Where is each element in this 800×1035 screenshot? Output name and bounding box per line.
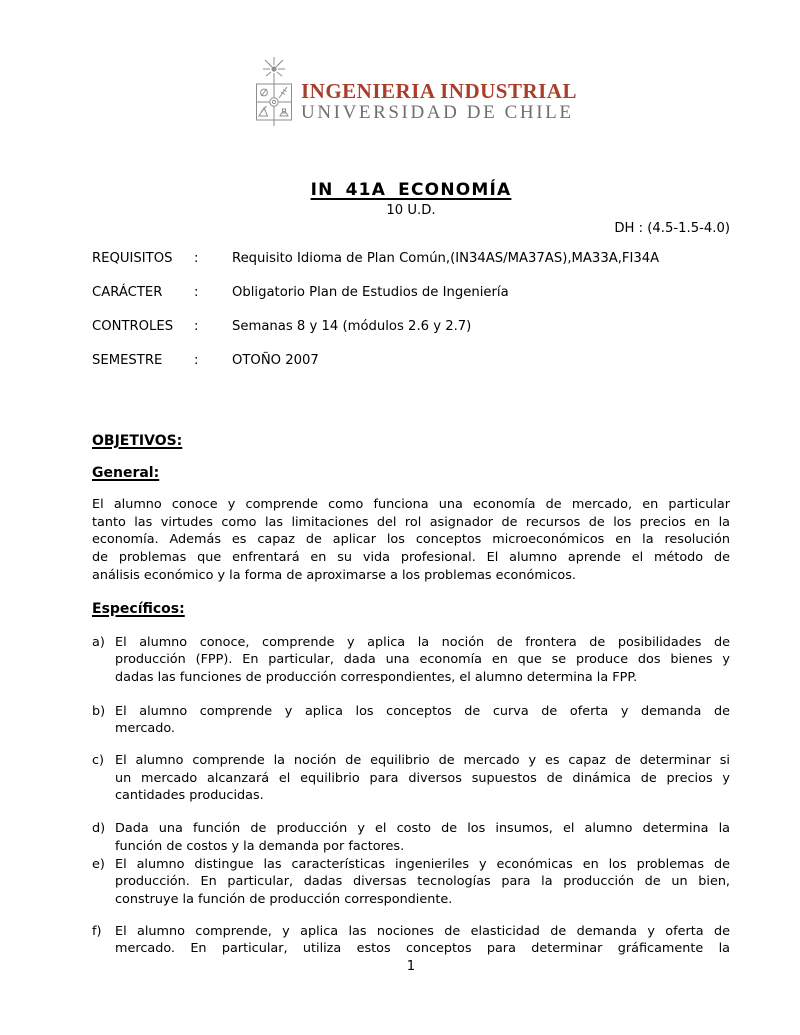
objetivos-heading: OBJETIVOS: <box>92 433 183 449</box>
meta-label-text: CONTROLES <box>92 319 174 334</box>
objective-item-b <box>92 703 730 738</box>
meta-row-caracter <box>92 285 730 301</box>
objective-text: El alumno comprende la noción de equilibrio de mercado y es capaz de determinar si un mercado alcanzará el equilibrio para diversos supuestos de dinámica de precios y cantidades producidas. <box>115 753 730 804</box>
meta-value: Requisito Idioma de Plan Común,(IN34AS/MA37AS),MA33A,FI34A <box>232 251 660 266</box>
university-logo <box>252 57 730 127</box>
course-dh-hours: DH : (4.5-1.5-4.0) <box>614 221 730 236</box>
objective-text: El alumno distingue las características ingenieriles y económicas en los problemas de producción. En particular, dadas diversas tecnologías para la producción de un bien, construye la función de producción correspondiente. <box>115 856 730 907</box>
objective-item-f <box>92 923 730 958</box>
objective-marker: e) <box>92 856 105 872</box>
meta-label <box>92 285 232 301</box>
meta-colon: : <box>194 319 199 334</box>
page-content <box>0 57 800 975</box>
meta-value: Semanas 8 y 14 (módulos 2.6 y 2.7) <box>232 319 472 334</box>
logo-university-name: UNIVERSIDAD DE CHILE <box>301 102 574 123</box>
objective-text: El alumno comprende y aplica los conceptos de curva de oferta y demanda de mercado. <box>115 703 730 737</box>
course-header <box>92 180 730 237</box>
logo-institute-name: INGENIERIA INDUSTRIAL <box>301 79 577 103</box>
meta-row-controles <box>92 319 730 335</box>
meta-colon: : <box>194 251 199 266</box>
general-objective-paragraph: El alumno conoce y comprende como funciona una economía de mercado, en particular tanto las virtudes como las limitaciones del rol asignador de recursos de los precios en la economía. Además es capaz de aplicar los conceptos microeconómicos en la resolución de problemas que enfrentará en su vida profesional. El alumno aprende el método de análisis económico y la forma de aproximarse a los problemas económicos. <box>92 497 730 583</box>
universidad-de-chile-crest-icon <box>252 57 296 127</box>
objective-marker: c) <box>92 753 105 769</box>
especificos-heading: Específicos: <box>92 600 185 617</box>
objective-marker: a) <box>92 634 105 650</box>
meta-value: OTOÑO 2007 <box>232 353 319 368</box>
objective-text: Dada una función de producción y el costo de los insumos, el alumno determina la función de costos y la demanda por factores. <box>115 821 730 854</box>
meta-label-text: REQUISITOS <box>92 251 173 266</box>
course-title: IN 41A ECONOMÍA <box>310 180 512 200</box>
general-heading: General: <box>92 465 160 481</box>
objective-marker: f) <box>92 923 102 939</box>
meta-label-text: CARÁCTER <box>92 285 163 300</box>
course-metadata <box>92 251 730 369</box>
page-number: 1 <box>406 959 416 975</box>
meta-row-semestre <box>92 353 730 369</box>
course-units: 10 U.D. <box>386 203 436 218</box>
meta-label <box>92 251 232 267</box>
meta-row-requisitos <box>92 251 730 267</box>
logo-text <box>301 80 577 127</box>
meta-label <box>92 319 232 335</box>
meta-label <box>92 353 232 369</box>
objective-marker: b) <box>92 703 106 719</box>
meta-value: Obligatorio Plan de Estudios de Ingeniería <box>232 285 509 300</box>
meta-label-text: SEMESTRE <box>92 353 163 368</box>
objective-item-e <box>92 856 730 909</box>
meta-colon: : <box>194 353 199 368</box>
meta-colon: : <box>194 285 199 300</box>
objective-marker: d) <box>92 821 106 837</box>
objective-item-a <box>92 634 730 687</box>
objective-item-c <box>92 752 730 805</box>
objective-text: El alumno comprende, y aplica las nociones de elasticidad de demanda y oferta de mercado. En particular, utiliza estos conceptos para determinar gráficamente la <box>115 923 730 957</box>
objective-text: El alumno conoce, comprende y aplica la noción de frontera de posibilidades de producción (FPP). En particular, dada una economía en que se produce dos bienes y dadas las funciones de producción correspondientes, el alumno determina la FPP. <box>115 634 730 685</box>
objective-item-d <box>92 820 730 855</box>
